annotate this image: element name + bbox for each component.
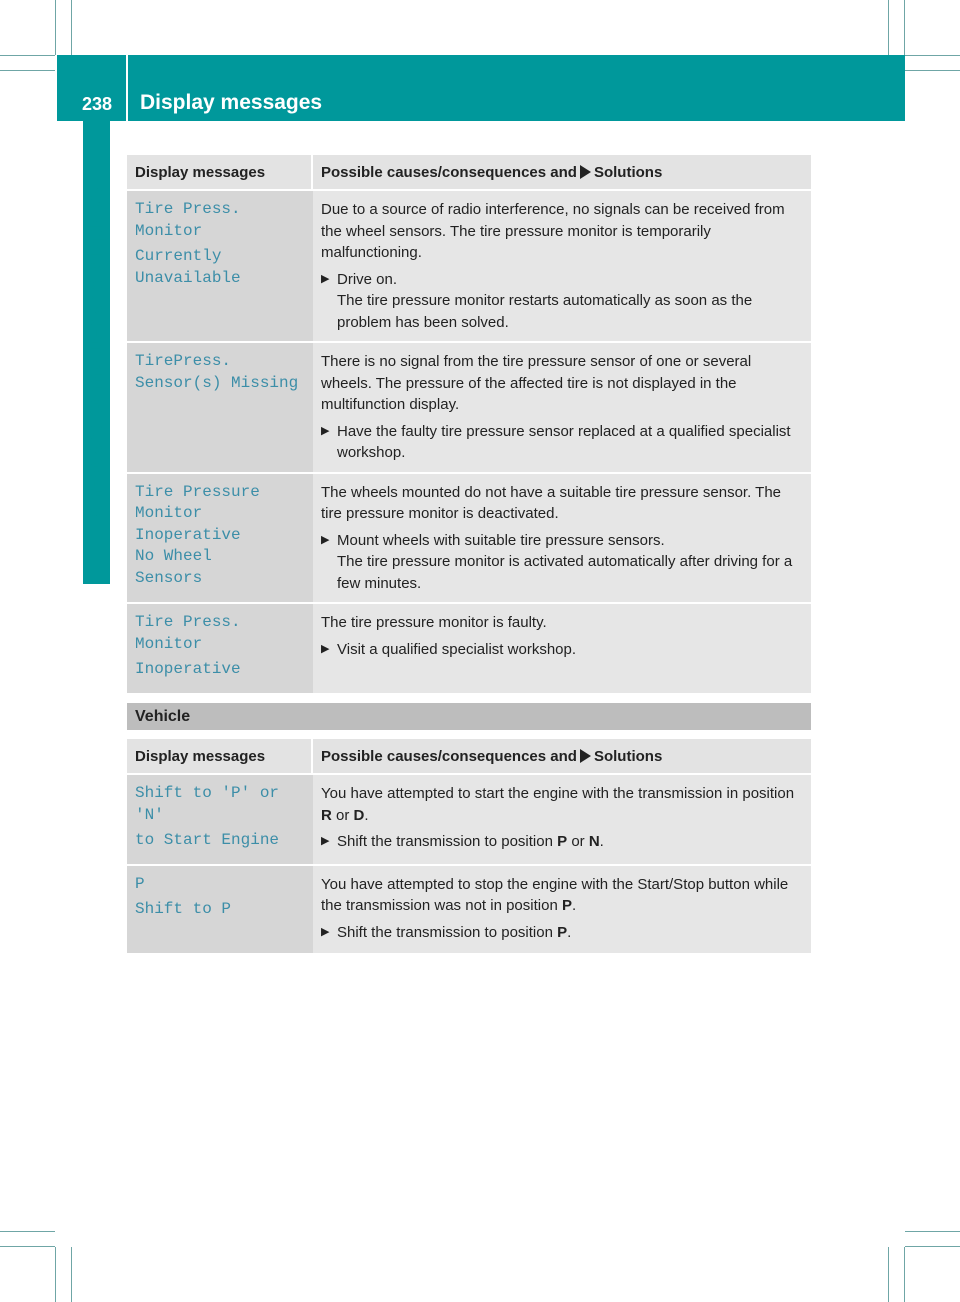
step-text: Have the faulty tire pressure sensor replaced at a qualified specialist workshop.	[337, 422, 791, 461]
crop-mark	[55, 1247, 56, 1302]
cause-text-part: You have attempted to stop the engine with the Start/Stop button while the transmission was not in position	[321, 875, 789, 914]
display-message	[127, 604, 313, 693]
crop-mark	[71, 0, 72, 55]
crop-mark	[0, 1231, 55, 1232]
messages-table-tire	[127, 155, 811, 693]
display-message	[127, 343, 313, 472]
solution-step	[321, 639, 803, 661]
table-header-row	[127, 739, 811, 773]
solution-step	[321, 530, 803, 595]
table-row	[127, 773, 811, 864]
section-header	[127, 703, 811, 730]
step-gear-n: N	[588, 833, 600, 850]
crop-mark	[0, 70, 55, 71]
step-text-part: .	[567, 923, 572, 941]
step-text-part: or	[571, 833, 585, 850]
step-arrow-icon: ▶	[321, 925, 330, 938]
display-message	[127, 191, 313, 341]
solution-step	[321, 831, 803, 853]
cause-text: The tire pressure monitor is faulty.	[321, 614, 547, 631]
solution-step	[321, 922, 803, 944]
step-text: Drive on.	[337, 270, 398, 288]
cause-solution	[313, 604, 811, 693]
section-title: Vehicle	[135, 708, 191, 725]
crop-mark	[55, 0, 56, 55]
cause-solution	[313, 775, 811, 864]
display-message	[127, 866, 313, 953]
cause-text	[321, 874, 803, 917]
step-text	[337, 922, 803, 944]
cause-gear-d: D	[353, 806, 365, 824]
cause-text: Due to a source of radio interference, no signals can be received from the wheel sensors. The tire pressure monitor is temporarily malfunctioning.	[321, 201, 785, 261]
table-row	[127, 864, 811, 953]
display-message-line: Tire Press. Monitor	[135, 200, 241, 240]
messages-table-vehicle	[127, 739, 811, 953]
crop-mark	[71, 1247, 72, 1302]
display-message-line: to Start Engine	[135, 831, 280, 849]
step-text: Visit a qualified specialist workshop.	[337, 640, 577, 658]
header-display-messages: Display messages	[127, 155, 313, 189]
page-number: 238	[82, 94, 113, 114]
step-text-part: .	[599, 833, 604, 850]
cause-text-part: .	[364, 806, 369, 824]
step-arrow-icon: ▶	[321, 835, 330, 847]
header-divider	[126, 55, 128, 121]
cause-solution	[313, 866, 811, 953]
display-message-line: Currently Unavailable	[135, 247, 241, 287]
crop-mark	[0, 1246, 55, 1247]
arrow-right-icon	[580, 165, 591, 179]
display-message	[127, 775, 313, 864]
header-causes-solutions	[313, 155, 811, 189]
cause-text: The wheels mounted do not have a suitable tire pressure sensor. The tire pressure monitor is deactivated.	[321, 483, 781, 522]
display-message-line: TirePress. Sensor(s) Missing	[135, 352, 299, 392]
step-text-part: Shift the transmission to position	[337, 923, 553, 941]
display-message-line: P	[135, 874, 145, 893]
step-text: Mount wheels with suitable tire pressure sensors.	[337, 531, 665, 549]
crop-mark	[0, 55, 55, 56]
display-message-line: Tire Pressure Monitor Inoperative No Wheel Sensors	[135, 482, 260, 587]
step-note: The tire pressure monitor restarts automatically as soon as the problem has been solved.	[337, 292, 753, 331]
cause-text	[321, 783, 803, 826]
step-gear-p: P	[557, 833, 568, 850]
chapter-title: On-board computer and displays	[84, 187, 107, 517]
header-solutions-label: Solutions	[593, 164, 663, 181]
cause-text-part: You have attempted to start the engine with the transmission in position	[321, 785, 795, 802]
display-message-line: Inoperative	[135, 660, 241, 678]
header-causes-label: Possible causes/consequences and	[321, 748, 577, 765]
table-row	[127, 189, 811, 341]
crop-mark	[905, 55, 960, 56]
arrow-right-icon	[580, 749, 591, 763]
header-causes-label: Possible causes/consequences and	[321, 164, 577, 181]
header-solutions-label: Solutions	[593, 748, 663, 765]
cause-gear-r: R	[321, 806, 332, 824]
cause-gear-p: P	[561, 897, 572, 914]
step-arrow-icon: ▶	[321, 272, 330, 285]
step-arrow-icon: ▶	[321, 642, 330, 655]
display-message-line: Tire Press. Monitor	[135, 613, 241, 653]
crop-mark	[905, 1246, 960, 1247]
cause-text-part: .	[571, 897, 577, 914]
crop-mark	[888, 1247, 889, 1302]
display-message-line: Shift to 'P' or 'N'	[135, 784, 280, 824]
crop-mark	[888, 0, 889, 55]
step-gear-p: P	[557, 923, 568, 941]
header-causes-solutions	[313, 739, 811, 773]
step-note: The tire pressure monitor is activated automatically after driving for a few minutes.	[337, 553, 793, 592]
header-display-messages: Display messages	[127, 739, 313, 773]
solution-step	[321, 269, 803, 334]
table-row	[127, 472, 811, 603]
cause-solution	[313, 343, 811, 472]
display-message-line: Shift to P	[135, 900, 232, 918]
display-message	[127, 474, 313, 603]
crop-mark	[904, 0, 905, 55]
cause-solution	[313, 191, 811, 341]
crop-mark	[905, 70, 960, 71]
step-text-part: Shift the transmission to position	[337, 833, 553, 850]
cause-solution	[313, 474, 811, 603]
cause-text: There is no signal from the tire pressure sensor of one or several wheels. The pressure of the affected tire is not displayed in the multifunction display.	[321, 353, 752, 413]
solution-step	[321, 421, 803, 464]
page-title: Display messages	[140, 91, 323, 114]
step-text	[337, 831, 803, 853]
crop-mark	[904, 1247, 905, 1302]
step-arrow-icon: ▶	[321, 533, 330, 546]
cause-text-part: or	[336, 806, 350, 824]
step-arrow-icon: ▶	[321, 424, 330, 437]
table-row	[127, 602, 811, 693]
table-header-row	[127, 155, 811, 189]
table-row	[127, 341, 811, 472]
crop-mark	[905, 1231, 960, 1232]
